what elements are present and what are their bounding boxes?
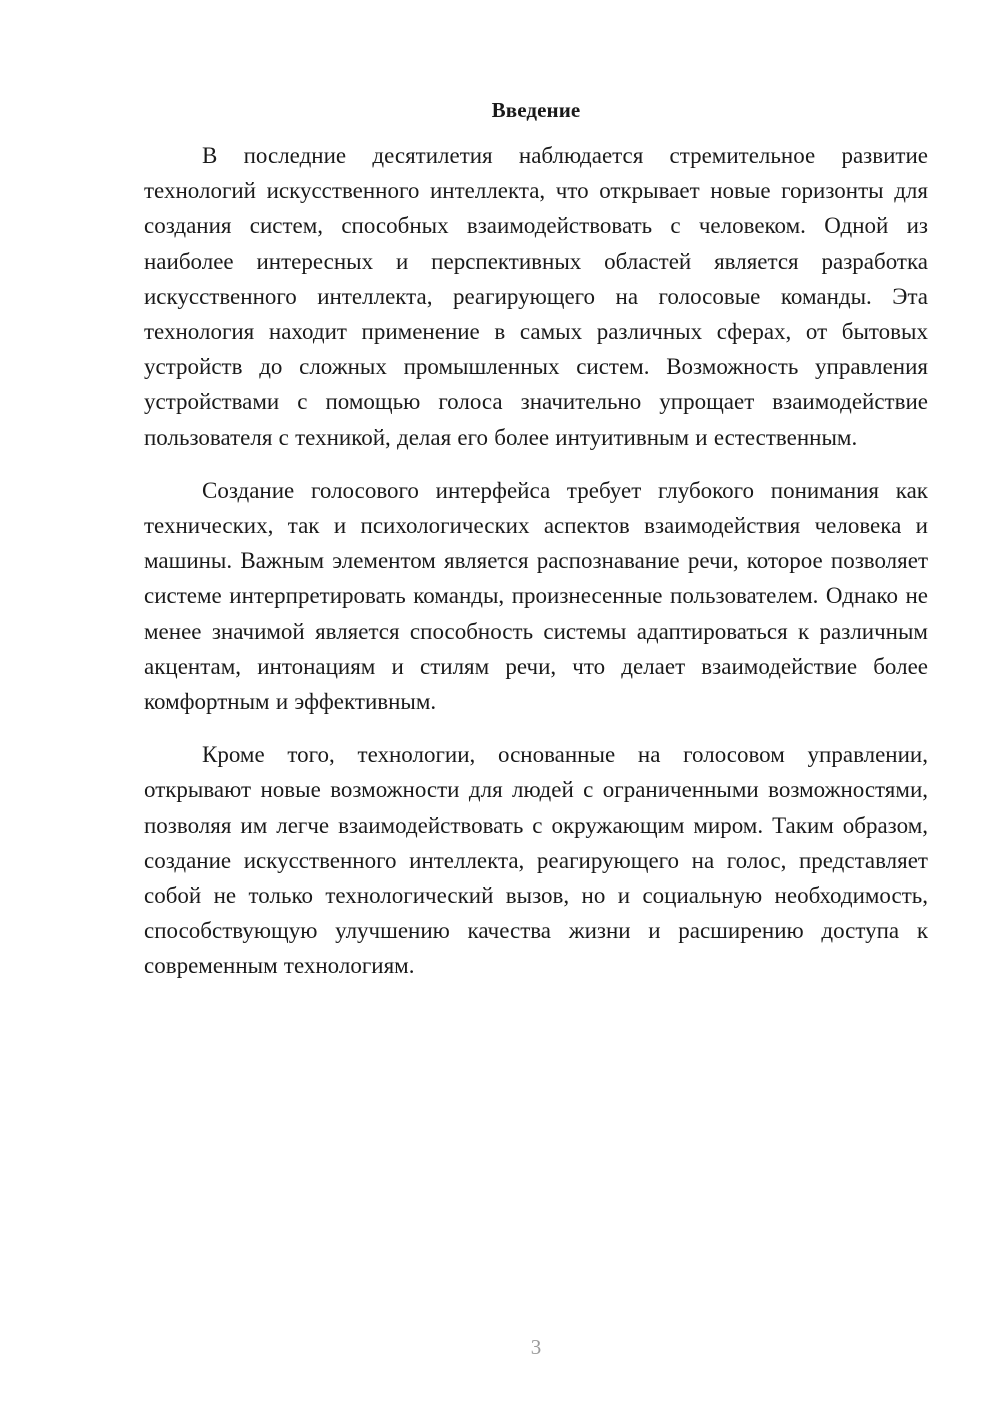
paragraph-2: Создание голосового интерфейса требует глубокого понимания как технических, так и психологических аспектов взаимодействия человека и машины. Важным элементом является распознавание речи, которое позволяет системе интерпретировать команды, произнесенные пользователем. Однако не менее значимой является способность системы адаптироваться к различным акцентам, интонациям и стилям речи, что делает взаимодействие более комфортным и эффективным. [144,477,928,715]
page-number: 3 [530,1335,542,1359]
paragraph-1: В последние десятилетия наблюдается стремительное развитие технологий искусственного интеллекта, что открывает новые горизонты для создания систем, способных взаимодействовать с человеком. Одной из наиболее интересных и перспективных областей является разработка искусственного интеллекта, реагирующего на голосовые команды. Эта технология находит применение в самых различных сферах, от бытовых устройств до сложных промышленных систем. Возможность управления устройствами с помощью голоса значительно упрощает взаимодействие пользователя с техникой, делая его более интуитивным и естественным. [144,143,928,450]
paragraph-3: Кроме того, технологии, основанные на голосовом управлении, открывают новые возможности для людей с ограниченными возможностями, позволяя им легче взаимодействовать с окружающим миром. Таким образом, создание искусственного интеллекта, реагирующего на голос, представляет собой не только технологический вызов, но и социальную необходимость, способствующую улучшению качества жизни и расширению доступа к современным технологиям. [144,742,928,979]
document-body [144,92,928,1002]
page-title: Введение [491,98,581,122]
